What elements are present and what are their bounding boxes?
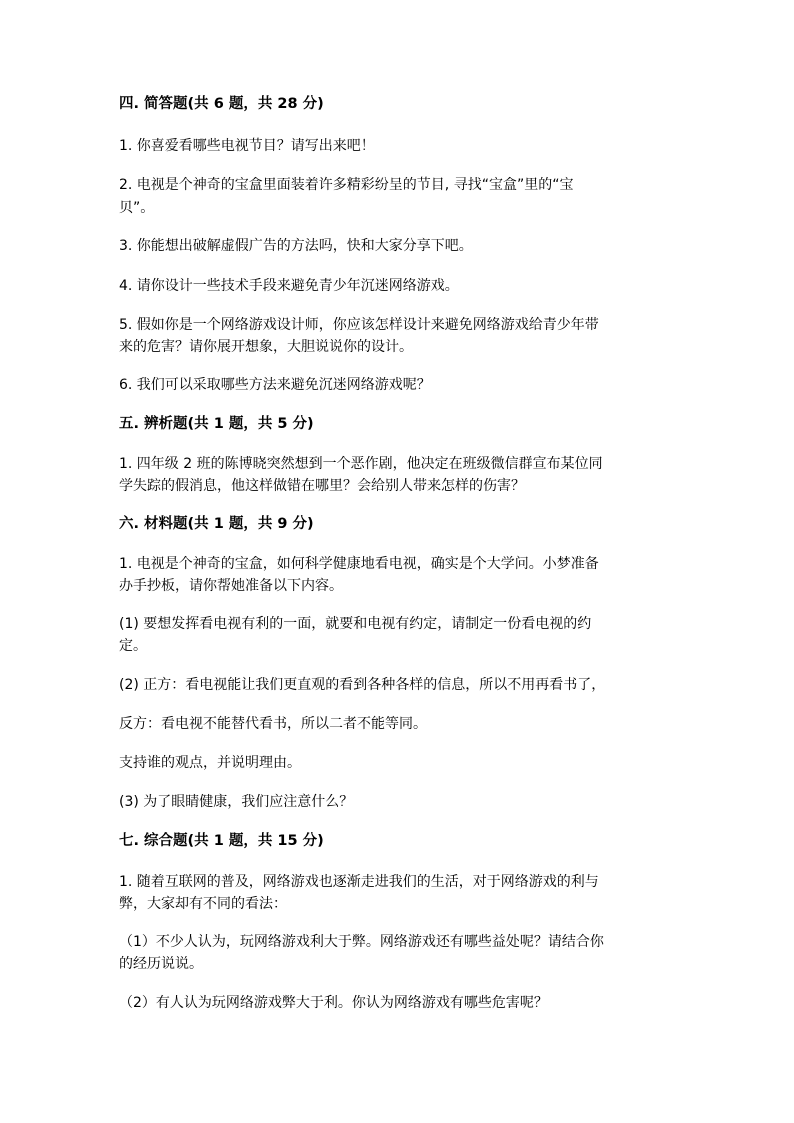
section-6-question-1-line-2: 办手抄板，请你帮她准备以下内容。 (119, 578, 343, 594)
section-4-question-1: 1. 你喜爱看哪些电视节目？请写出来吧！ (119, 138, 375, 154)
section-7-part-1-line-2: 的经历说说。 (119, 956, 203, 972)
section-7-title: 七. 综合题(共 1 题，共 15 分) (119, 833, 324, 849)
section-4-question-3: 3. 你能想出破解虚假广告的方法吗，快和大家分享下吧。 (119, 238, 473, 254)
section-4-question-2-line-2: 贝”。 (119, 200, 155, 216)
section-7-part-2: （2）有人认为玩网络游戏弊大于利。你认为网络游戏有哪些危害呢？ (119, 995, 548, 1011)
section-6-part-1-line-2: 定。 (119, 638, 147, 654)
section-5-question-1-line-1: 1. 四年级 2 班的陈博晓突然想到一个恶作剧，他决定在班级微信群宣布某位同 (119, 456, 603, 472)
section-4-question-5-line-1: 5. 假如你是一个网络游戏设计师，你应该怎样设计来避免网络游戏给青少年带 (119, 317, 599, 333)
section-4-question-5-line-2: 来的危害？请你展开想象，大胆说说你的设计。 (119, 339, 413, 355)
section-6-part-1-line-1: (1) 要想发挥看电视有利的一面，就要和电视有约定，请制定一份看电视的约 (119, 616, 592, 632)
section-4-question-6: 6. 我们可以采取哪些方法来避免沉迷网络游戏呢？ (119, 377, 431, 393)
section-4-question-4: 4. 请你设计一些技术手段来避免青少年沉迷网络游戏。 (119, 278, 459, 294)
section-6-part-2-prompt: 支持谁的观点，并说明理由。 (119, 755, 301, 771)
section-6-part-2-pro: (2) 正方：看电视能让我们更直观的看到各种各样的信息，所以不用再看书了， (119, 677, 606, 693)
section-7-question-1-line-1: 1. 随着互联网的普及，网络游戏也逐渐走进我们的生活，对于网络游戏的利与 (119, 874, 599, 890)
section-6-title: 六. 材料题(共 1 题，共 9 分) (119, 516, 314, 532)
section-6-question-1-line-1: 1. 电视是个神奇的宝盒，如何科学健康地看电视，确实是个大学问。小梦准备 (119, 556, 599, 572)
section-5-title: 五. 辨析题(共 1 题，共 5 分) (119, 416, 314, 432)
section-4-question-2-line-1: 2. 电视是个神奇的宝盒里面装着许多精彩纷呈的节目, 寻找“宝盒”里的“宝 (119, 177, 574, 193)
section-5-question-1-line-2: 学失踪的假消息，他这样做错在哪里？会给别人带来怎样的伤害？ (119, 478, 525, 494)
section-6-part-2-con: 反方：看电视不能替代看书，所以二者不能等同。 (119, 716, 427, 732)
section-7-question-1-line-2: 弊，大家却有不同的看法： (119, 896, 287, 912)
section-6-part-3: (3) 为了眼睛健康，我们应注意什么？ (119, 794, 354, 810)
section-4-title: 四. 简答题(共 6 题，共 28 分) (119, 96, 324, 112)
section-7-part-1-line-1: （1）不少人认为，玩网络游戏利大于弊。网络游戏还有哪些益处呢？请结合你 (119, 934, 604, 950)
